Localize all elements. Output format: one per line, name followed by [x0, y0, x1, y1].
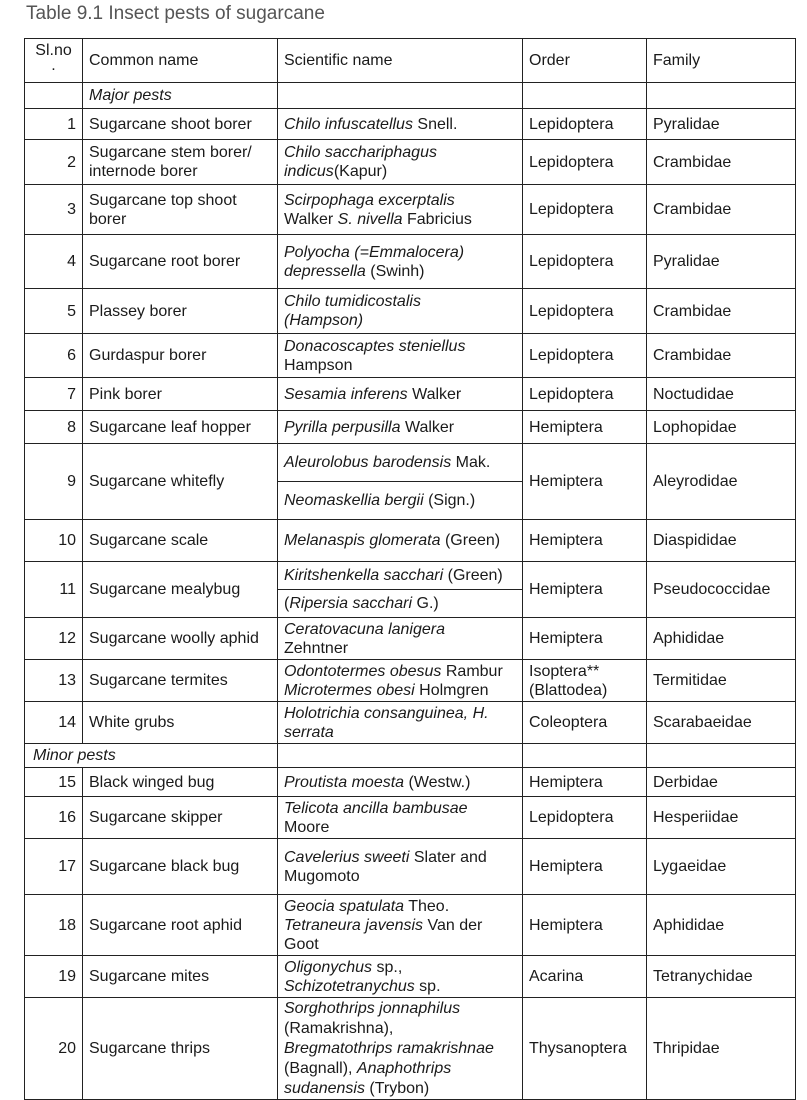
table-cell: Sugarcane whitefly	[83, 444, 278, 520]
table-row	[25, 839, 796, 895]
section-major-pests: Major pests	[83, 83, 278, 109]
table-cell: 2	[25, 140, 83, 185]
table-cell: Sugarcane black bug	[83, 839, 278, 895]
table-row	[25, 109, 796, 140]
table-row	[25, 411, 796, 444]
table-row	[25, 895, 796, 956]
table-cell: Isoptera** (Blattodea)	[523, 660, 647, 702]
table-cell: Lepidoptera	[523, 797, 647, 839]
table-cell: Hemiptera	[523, 562, 647, 618]
table-cell: Scirpophaga excerptalis Walker S. nivella Fabricius	[278, 185, 523, 235]
table-cell: 6	[25, 334, 83, 378]
table-cell: Chilo tumidicostalis (Hampson)	[278, 289, 523, 334]
table-cell: 10	[25, 520, 83, 562]
table-cell: Sugarcane stem borer/ internode borer	[83, 140, 278, 185]
table-cell: Chilo sacchariphagus indicus(Kapur)	[278, 140, 523, 185]
table-cell: Lepidoptera	[523, 140, 647, 185]
table-cell	[25, 83, 83, 109]
table-row	[25, 998, 796, 1100]
table-cell: Pyrilla perpusilla Walker	[278, 411, 523, 444]
table-cell: Hesperiidae	[647, 797, 796, 839]
table-cell: 12	[25, 618, 83, 660]
table-cell: 3	[25, 185, 83, 235]
table-cell: Hemiptera	[523, 768, 647, 797]
table-caption: Table 9.1 Insect pests of sugarcane	[26, 3, 325, 24]
table-cell: 7	[25, 378, 83, 411]
table-cell: Proutista moesta (Westw.)	[278, 768, 523, 797]
table-cell: Coleoptera	[523, 702, 647, 744]
table-cell: Crambidae	[647, 185, 796, 235]
table-row	[25, 289, 796, 334]
table-row	[25, 797, 796, 839]
table-cell: 19	[25, 956, 83, 998]
table-cell: Lepidoptera	[523, 378, 647, 411]
table-cell: Sugarcane thrips	[83, 998, 278, 1100]
table-cell	[278, 83, 523, 109]
table-cell: Hemiptera	[523, 839, 647, 895]
table-cell: Sugarcane root aphid	[83, 895, 278, 956]
table-cell	[647, 83, 796, 109]
table-cell: Aleyrodidae	[647, 444, 796, 520]
table-cell: Plassey borer	[83, 289, 278, 334]
table-cell: Crambidae	[647, 289, 796, 334]
table-cell	[523, 83, 647, 109]
table-cell: Sugarcane mealybug	[83, 562, 278, 618]
table-row	[25, 768, 796, 797]
table-cell: Derbidae	[647, 768, 796, 797]
section-row-minor	[25, 744, 796, 768]
table-cell: Pyralidae	[647, 109, 796, 140]
table-cell: Pink borer	[83, 378, 278, 411]
header-slno: Sl.no .	[25, 39, 83, 83]
table-cell: Ceratovacuna lanigera Zehntner	[278, 618, 523, 660]
table-cell: 15	[25, 768, 83, 797]
header-family: Family	[647, 39, 796, 83]
table-row	[25, 520, 796, 562]
table-cell: Lepidoptera	[523, 334, 647, 378]
table-cell: Cavelerius sweeti Slater and Mugomoto	[278, 839, 523, 895]
table-cell: Sugarcane skipper	[83, 797, 278, 839]
table-cell: Tetranychidae	[647, 956, 796, 998]
table-cell: Lepidoptera	[523, 109, 647, 140]
table-cell: Sugarcane leaf hopper	[83, 411, 278, 444]
table-cell: Oligonychus sp., Schizotetranychus sp.	[278, 956, 523, 998]
table-cell: 9	[25, 444, 83, 520]
header-scientific-name: Scientific name	[278, 39, 523, 83]
table-cell: Acarina	[523, 956, 647, 998]
table-cell: Noctudidae	[647, 378, 796, 411]
table-row	[25, 660, 796, 702]
table-row	[25, 618, 796, 660]
table-row	[25, 378, 796, 411]
table-cell: Sugarcane termites	[83, 660, 278, 702]
table-cell: Sugarcane shoot borer	[83, 109, 278, 140]
header-row	[25, 39, 796, 83]
table-row	[25, 140, 796, 185]
table-cell: Scarabaeidae	[647, 702, 796, 744]
table-cell	[647, 744, 796, 768]
table-cell: Pseudococcidae	[647, 562, 796, 618]
table-cell: Lepidoptera	[523, 185, 647, 235]
table-cell: 14	[25, 702, 83, 744]
table-cell: Lophopidae	[647, 411, 796, 444]
table-cell: Sugarcane top shoot borer	[83, 185, 278, 235]
table-cell: Hemiptera	[523, 618, 647, 660]
table-cell: 16	[25, 797, 83, 839]
table-cell: 18	[25, 895, 83, 956]
table-cell: 13	[25, 660, 83, 702]
table-row	[25, 334, 796, 378]
table-cell: 4	[25, 235, 83, 289]
table-cell: Aphididae	[647, 895, 796, 956]
table-cell: Hemiptera	[523, 444, 647, 520]
table-cell: Aphididae	[647, 618, 796, 660]
table-cell: 1	[25, 109, 83, 140]
table-cell: Odontotermes obesus Rambur Microtermes obesi Holmgren	[278, 660, 523, 702]
table-cell: Thysanoptera	[523, 998, 647, 1100]
table-cell: Termitidae	[647, 660, 796, 702]
table-row	[25, 956, 796, 998]
table-cell: Black winged bug	[83, 768, 278, 797]
table-cell: Sesamia inferens Walker	[278, 378, 523, 411]
header-common-name: Common name	[83, 39, 278, 83]
table-cell: White grubs	[83, 702, 278, 744]
table-cell: Lepidoptera	[523, 235, 647, 289]
table-row	[25, 702, 796, 744]
table-cell: Gurdaspur borer	[83, 334, 278, 378]
header-order: Order	[523, 39, 647, 83]
table-row	[25, 185, 796, 235]
table-cell: Donacoscaptes steniellus Hampson	[278, 334, 523, 378]
section-row-major	[25, 83, 796, 109]
table-cell: 20	[25, 998, 83, 1100]
table-cell: Sugarcane mites	[83, 956, 278, 998]
table-cell: Sorghothrips jonnaphilus (Ramakrishna), Bregmatothrips ramakrishnae (Bagnall), Anaphothrips sudanensis (Trybon)	[278, 998, 523, 1100]
pests-table	[24, 38, 796, 1100]
table-row	[25, 562, 796, 618]
table-cell: 17	[25, 839, 83, 895]
section-minor-pests: Minor pests	[25, 744, 278, 768]
table-cell: Hemiptera	[523, 411, 647, 444]
table-cell: Sugarcane scale	[83, 520, 278, 562]
table-cell: Sugarcane woolly aphid	[83, 618, 278, 660]
table-cell: Thripidae	[647, 998, 796, 1100]
table-cell: Lepidoptera	[523, 289, 647, 334]
table-cell: Hemiptera	[523, 895, 647, 956]
table-cell: 8	[25, 411, 83, 444]
table-cell: Pyralidae	[647, 235, 796, 289]
table-cell: Melanaspis glomerata (Green)	[278, 520, 523, 562]
table-cell: Hemiptera	[523, 520, 647, 562]
table-cell: 5	[25, 289, 83, 334]
table-cell: Geocia spatulata Theo. Tetraneura javensis Van der Goot	[278, 895, 523, 956]
table-cell: 11	[25, 562, 83, 618]
table-cell: Diaspididae	[647, 520, 796, 562]
table-cell: Kiritshenkella sacchari (Green) (Ripersia sacchari G.)	[278, 562, 523, 618]
table-cell: Sugarcane root borer	[83, 235, 278, 289]
table-cell: Polyocha (=Emmalocera) depressella (Swinh)	[278, 235, 523, 289]
table-cell	[523, 744, 647, 768]
table-cell: Chilo infuscatellus Snell.	[278, 109, 523, 140]
table-cell: Telicota ancilla bambusae Moore	[278, 797, 523, 839]
table-cell: Lygaeidae	[647, 839, 796, 895]
table-cell: Aleurolobus barodensis Mak. Neomaskellia bergii (Sign.)	[278, 444, 523, 520]
table-cell: Crambidae	[647, 140, 796, 185]
table-cell: Crambidae	[647, 334, 796, 378]
table-row	[25, 444, 796, 520]
table-cell: Holotrichia consanguinea, H. serrata	[278, 702, 523, 744]
table-row	[25, 235, 796, 289]
table-cell	[278, 744, 523, 768]
